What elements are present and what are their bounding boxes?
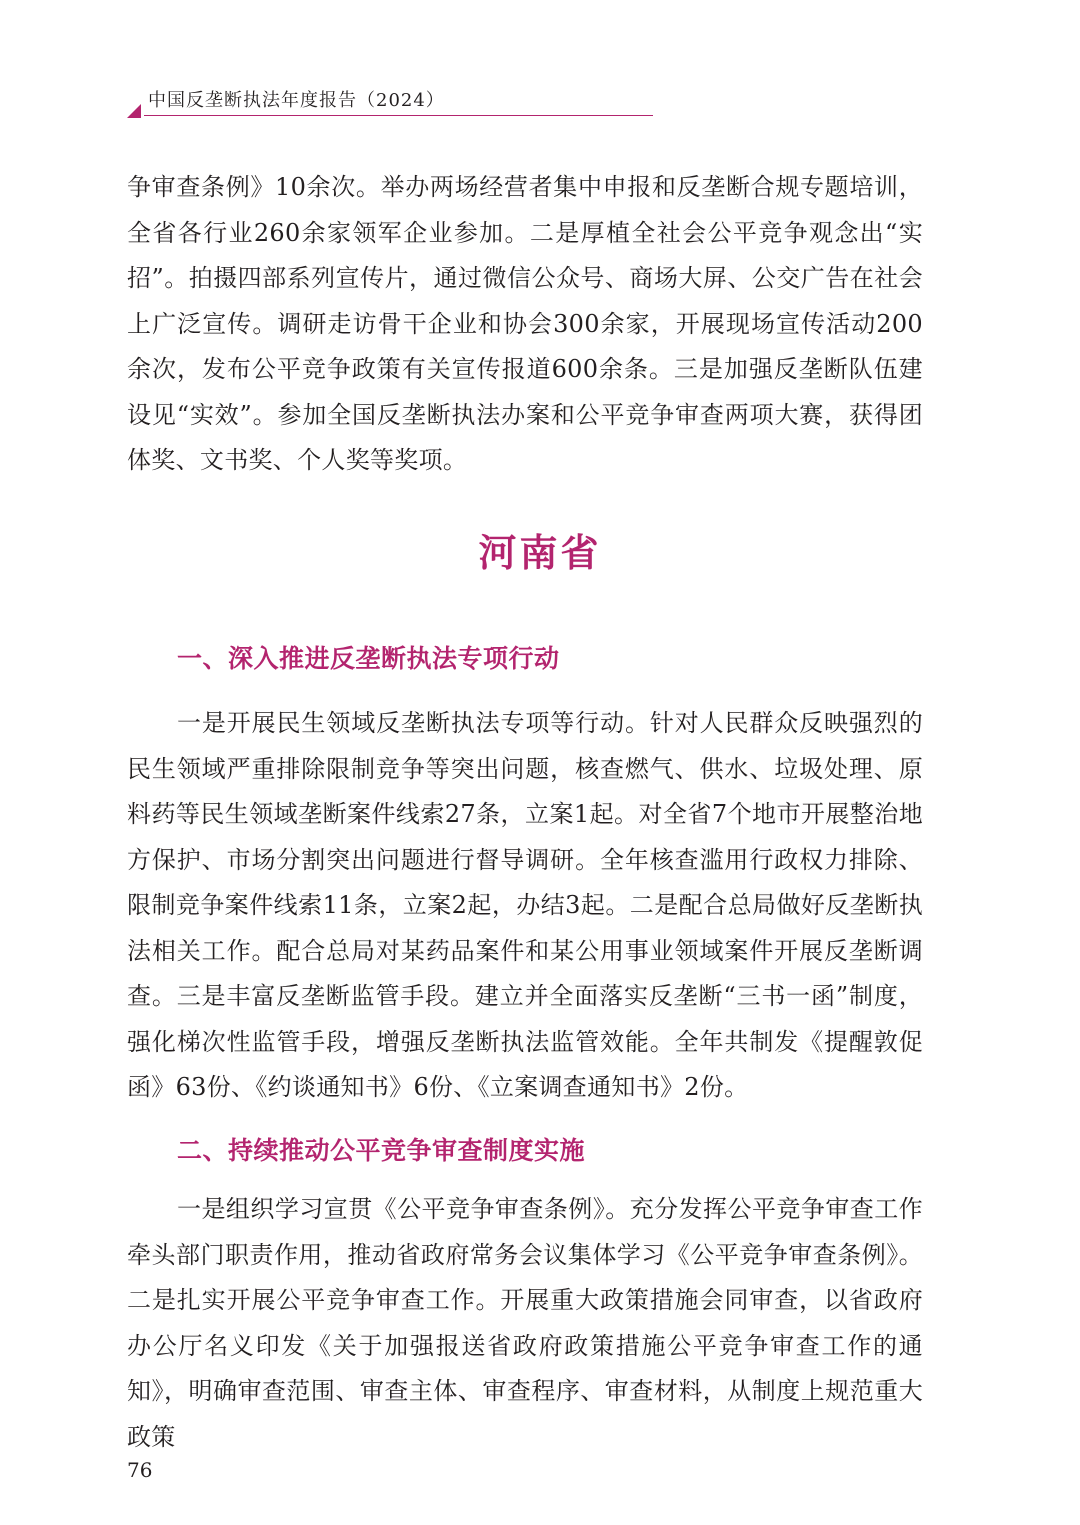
header-triangle-icon: [127, 104, 141, 118]
running-header: [127, 84, 653, 118]
section-heading-2: 二、持续推动公平竞争审查制度实施: [177, 1136, 586, 1165]
province-title: 河南省: [478, 531, 602, 575]
section-2-paragraph: 一是组织学习宣贯《公平竞争审查条例》。充分发挥公平竞争审查工作牵头部门职责作用，推动省政府常务会议集体学习《公平竞争审查条例》。二是扎实开展公平竞争审查工作。开展重大政策措施会同审查，以省政府办公厅名义印发《关于加强报送省政府政策措施公平竞争审查工作的通知》，明确审查范围、审查主体、审查程序、审查材料，从制度上规范重大政策: [127, 1195, 923, 1451]
header-rule: [144, 115, 653, 116]
header-title: 中国反垄断执法年度报告（2024）: [148, 90, 445, 111]
page-number: 76: [127, 1458, 153, 1482]
section-1-paragraph: 一是开展民生领域反垄断执法专项等行动。针对人民群众反映强烈的民生领域严重排除限制竞争等突出问题，核查燃气、供水、垃圾处理、原料药等民生领域垄断案件线索27条，立案1起。对全省7个地市开展整治地方保护、市场分割突出问题进行督导调研。全年核查滥用行政权力排除、限制竞争案件线索11条，立案2起，办结3起。二是配合总局做好反垄断执法相关工作。配合总局对某药品案件和某公用事业领域案件开展反垄断调查。三是丰富反垄断监管手段。建立并全面落实反垄断“三书一函”制度，强化梯次性监管手段，增强反垄断执法监管效能。全年共制发《提醒敦促函》63份、《约谈通知书》6份、《立案调查通知书》2份。: [127, 709, 923, 1101]
continuation-paragraph: 争审查条例》10余次。举办两场经营者集中申报和反垄断合规专题培训，全省各行业260余家领军企业参加。二是厚植全社会公平竞争观念出“实招”。拍摄四部系列宣传片，通过微信公众号、商场大屏、公交广告在社会上广泛宣传。调研走访骨干企业和协会300余家，开展现场宣传活动200余次，发布公平竞争政策有关宣传报道600余条。三是加强反垄断队伍建设见“实效”。参加全国反垄断执法办案和公平竞争审查两项大赛，获得团体奖、文书奖、个人奖等奖项。: [127, 173, 923, 474]
section-heading-1: 一、深入推进反垄断执法专项行动: [177, 644, 560, 673]
